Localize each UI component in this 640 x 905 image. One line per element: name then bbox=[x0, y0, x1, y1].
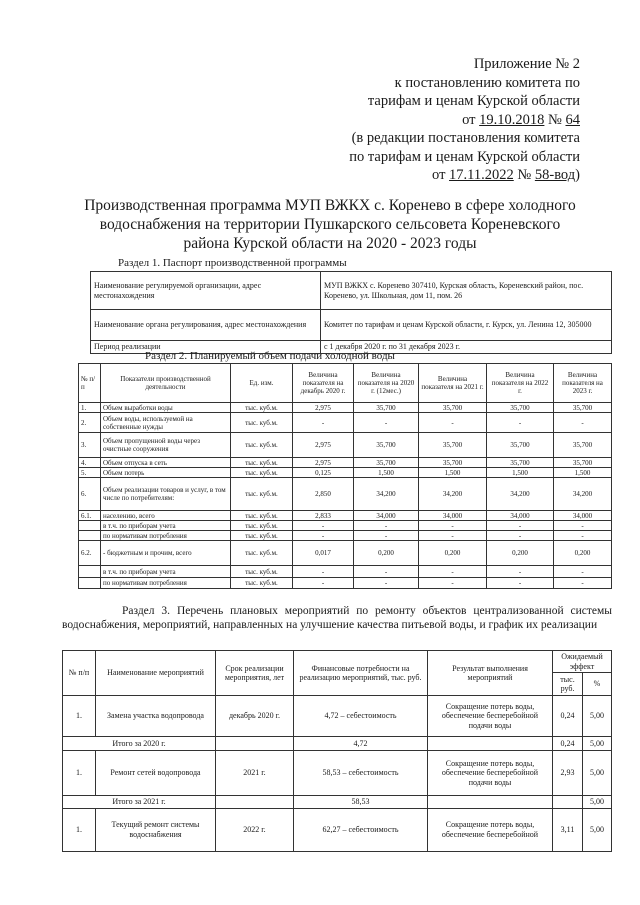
column-header: № п/п bbox=[79, 364, 101, 403]
finance: 4,72 bbox=[294, 737, 428, 751]
result: Сокращение потерь воды, обеспечение бесперебойной подачи воды bbox=[428, 751, 553, 796]
row-number: 6. bbox=[79, 478, 101, 511]
value-2023: - bbox=[554, 531, 612, 541]
value-dec-2020: - bbox=[293, 578, 354, 589]
value: с 1 декабря 2020 г. по 31 декабря 2023 г. bbox=[321, 341, 612, 354]
value-dec-2020: 0,017 bbox=[293, 541, 354, 566]
col-num: № п/п bbox=[63, 651, 96, 696]
value-2021: 0,200 bbox=[419, 541, 487, 566]
value-2023: 34,000 bbox=[554, 511, 612, 521]
effect-rub: 0,24 bbox=[553, 696, 583, 737]
column-header: Величина показателя на 2021 г. bbox=[419, 364, 487, 403]
value-2023: 1,500 bbox=[554, 468, 612, 478]
value-2021: 35,700 bbox=[419, 433, 487, 458]
value-2023: 0,200 bbox=[554, 541, 612, 566]
effect-rub bbox=[553, 796, 583, 809]
header-line: тарифам и ценам Курской области bbox=[367, 93, 580, 109]
table-row bbox=[79, 531, 612, 541]
table-row bbox=[79, 413, 612, 433]
row-number: 1. bbox=[63, 808, 96, 851]
header-row bbox=[79, 364, 612, 403]
unit: тыс. куб.м. bbox=[231, 403, 293, 413]
table-row bbox=[63, 808, 612, 851]
effect-rub: 3,11 bbox=[553, 808, 583, 851]
indicator: Объем воды, используемой на собственные нужды bbox=[101, 413, 231, 433]
finance: 58,53 bbox=[294, 796, 428, 809]
table-row bbox=[79, 521, 612, 531]
value-dec-2020: - bbox=[293, 413, 354, 433]
value-2021: 1,500 bbox=[419, 468, 487, 478]
indicator: Объем реализации товаров и услуг, в том числе по потребителям: bbox=[101, 478, 231, 511]
col-finance: Финансовые потребности на реализацию мероприятий, тыс. руб. bbox=[294, 651, 428, 696]
appendix-number: Приложение № 2 bbox=[473, 56, 580, 72]
activity-name: Ремонт сетей водопровода bbox=[96, 751, 216, 796]
unit: тыс. куб.м. bbox=[231, 468, 293, 478]
activity-name: Замена участка водопровода bbox=[96, 696, 216, 737]
document-title bbox=[70, 196, 590, 253]
value-2023: 35,700 bbox=[554, 403, 612, 413]
passport-table bbox=[90, 271, 612, 354]
value-2020: 34,000 bbox=[354, 511, 419, 521]
value-dec-2020: 2,975 bbox=[293, 433, 354, 458]
section1-title: Раздел 1. Паспорт производственной программы bbox=[118, 257, 347, 269]
value-2020: 35,700 bbox=[354, 403, 419, 413]
term: 2022 г. bbox=[216, 808, 294, 851]
value-2022: 1,500 bbox=[487, 468, 554, 478]
resolution-date: 19.10.2018 bbox=[479, 111, 545, 128]
indicator: по нормативам потребления bbox=[101, 531, 231, 541]
label: Наименование регулируемой организации, адрес местонахождения bbox=[91, 272, 321, 310]
row-number: 6.1. bbox=[79, 511, 101, 521]
water-volume-table bbox=[78, 363, 612, 589]
resolution-ref bbox=[290, 111, 580, 130]
value-2023: 35,700 bbox=[554, 433, 612, 458]
unit: тыс. куб.м. bbox=[231, 478, 293, 511]
indicator: в т.ч. по приборам учета bbox=[101, 521, 231, 531]
table-row bbox=[79, 578, 612, 589]
row-number: 6.2. bbox=[79, 541, 101, 566]
table-row bbox=[79, 566, 612, 578]
row-number: 1. bbox=[79, 403, 101, 413]
value-dec-2020: 2,850 bbox=[293, 478, 354, 511]
unit: тыс. куб.м. bbox=[231, 578, 293, 589]
row-number: 1. bbox=[63, 751, 96, 796]
value-dec-2020: - bbox=[293, 531, 354, 541]
table-row bbox=[79, 478, 612, 511]
value-2021: - bbox=[419, 413, 487, 433]
value-dec-2020: 2,975 bbox=[293, 458, 354, 468]
value-2020: 0,200 bbox=[354, 541, 419, 566]
column-header: Величина показателя на декабрь 2020 г. bbox=[293, 364, 354, 403]
result bbox=[428, 796, 553, 809]
total-row bbox=[63, 796, 612, 809]
value-2021: 34,000 bbox=[419, 511, 487, 521]
result bbox=[428, 737, 553, 751]
value-2020: - bbox=[354, 566, 419, 578]
col-rub: тыс. руб. bbox=[553, 673, 583, 696]
effect-pct: 5,00 bbox=[583, 808, 612, 851]
column-header: Величина показателя на 2020 г. (12мес.) bbox=[354, 364, 419, 403]
value-2022: 34,200 bbox=[487, 478, 554, 511]
table-row bbox=[63, 696, 612, 737]
row-number: 5. bbox=[79, 468, 101, 478]
column-header: Показатели производственной деятельности bbox=[101, 364, 231, 403]
value-2022: 0,200 bbox=[487, 541, 554, 566]
unit: тыс. куб.м. bbox=[231, 541, 293, 566]
total-row bbox=[63, 737, 612, 751]
text: от bbox=[462, 111, 480, 128]
total-label: Итого за 2020 г. bbox=[63, 737, 216, 751]
value-2020: - bbox=[354, 578, 419, 589]
value-dec-2020: 2,833 bbox=[293, 511, 354, 521]
value-2020: 35,700 bbox=[354, 433, 419, 458]
term bbox=[216, 796, 294, 809]
text: № bbox=[544, 111, 566, 128]
effect-pct: 5,00 bbox=[583, 796, 612, 809]
amendment-date: 17.11.2022 bbox=[449, 167, 514, 183]
value-2021: - bbox=[419, 578, 487, 589]
title-line: района Курской области на 2020 - 2023 годы bbox=[183, 235, 477, 252]
value-2022: 35,700 bbox=[487, 458, 554, 468]
value-2020: - bbox=[354, 521, 419, 531]
indicator: Объем выработки воды bbox=[101, 403, 231, 413]
result: Сокращение потерь воды, обеспечение бесперебойной bbox=[428, 808, 553, 851]
table-row bbox=[79, 511, 612, 521]
value-2021: 34,200 bbox=[419, 478, 487, 511]
value-2022: 34,000 bbox=[487, 511, 554, 521]
indicator: Объем отпуска в сеть bbox=[101, 458, 231, 468]
appendix-header bbox=[290, 55, 580, 185]
col-term: Срок реализации мероприятия, лет bbox=[216, 651, 294, 696]
value-2020: 34,200 bbox=[354, 478, 419, 511]
table-row bbox=[79, 468, 612, 478]
finance: 58,53 – себестоимость bbox=[294, 751, 428, 796]
value-2021: - bbox=[419, 531, 487, 541]
row-number: 1. bbox=[63, 696, 96, 737]
indicator: в т.ч. по приборам учета bbox=[101, 566, 231, 578]
row-number bbox=[79, 566, 101, 578]
activity-name: Текущий ремонт системы водоснабжения bbox=[96, 808, 216, 851]
finance: 62,27 – себестоимость bbox=[294, 808, 428, 851]
value-2020: - bbox=[354, 531, 419, 541]
indicator: по нормативам потребления bbox=[101, 578, 231, 589]
col-effect: Ожидаемый эффект bbox=[553, 651, 612, 673]
text: от bbox=[432, 167, 450, 183]
effect-rub: 0,24 bbox=[553, 737, 583, 751]
unit: тыс. куб.м. bbox=[231, 433, 293, 458]
value-2022: 35,700 bbox=[487, 403, 554, 413]
table-row bbox=[63, 751, 612, 796]
column-header: Величина показателя на 2022 г. bbox=[487, 364, 554, 403]
value-dec-2020: 0,125 bbox=[293, 468, 354, 478]
term bbox=[216, 737, 294, 751]
value-2021: 35,700 bbox=[419, 458, 487, 468]
table-row bbox=[79, 433, 612, 458]
label: Наименование органа регулирования, адрес местонахождения bbox=[91, 310, 321, 341]
row-number: 4. bbox=[79, 458, 101, 468]
row-number bbox=[79, 578, 101, 589]
value-2022: - bbox=[487, 413, 554, 433]
value-2022: - bbox=[487, 578, 554, 589]
row-number: 3. bbox=[79, 433, 101, 458]
activities-table bbox=[62, 650, 612, 852]
title-line: водоснабжения на территории Пушкарского сельсовета Кореневского bbox=[99, 216, 561, 233]
row-number bbox=[79, 531, 101, 541]
header-line: по тарифам и ценам Курской области bbox=[349, 148, 580, 165]
row-number bbox=[79, 521, 101, 531]
value-2020: - bbox=[354, 413, 419, 433]
value-2023: 35,700 bbox=[554, 458, 612, 468]
value: МУП ВЖКХ с. Коренево 307410, Курская область, Кореневский район, пос. Коренево, ул. Школьная, дом 11, пом. 26 bbox=[321, 272, 612, 310]
text: ) bbox=[575, 167, 580, 183]
column-header: Ед. изм. bbox=[231, 364, 293, 403]
effect-rub: 2,93 bbox=[553, 751, 583, 796]
col-pct: % bbox=[583, 673, 612, 696]
value-2022: - bbox=[487, 531, 554, 541]
resolution-number: 64 bbox=[565, 111, 580, 128]
value-2020: 1,500 bbox=[354, 468, 419, 478]
row-number: 2. bbox=[79, 413, 101, 433]
value-dec-2020: - bbox=[293, 566, 354, 578]
value-2021: - bbox=[419, 566, 487, 578]
value-2021: - bbox=[419, 521, 487, 531]
value-2023: - bbox=[554, 413, 612, 433]
indicator: - бюджетным и прочим, всего bbox=[101, 541, 231, 566]
indicator: Объем потерь bbox=[101, 468, 231, 478]
term: декабрь 2020 г. bbox=[216, 696, 294, 737]
value-dec-2020: - bbox=[293, 521, 354, 531]
header-line: к постановлению комитета по bbox=[394, 74, 580, 91]
value-2023: - bbox=[554, 578, 612, 589]
label: Период реализации bbox=[91, 341, 321, 354]
unit: тыс. куб.м. bbox=[231, 531, 293, 541]
column-header: Величина показателя на 2023 г. bbox=[554, 364, 612, 403]
value-2022: 35,700 bbox=[487, 433, 554, 458]
indicator: населению, всего bbox=[101, 511, 231, 521]
table-row bbox=[79, 458, 612, 468]
section2-title: Раздел 2. Планируемый объем подачи холодной воды bbox=[145, 350, 395, 362]
unit: тыс. куб.м. bbox=[231, 458, 293, 468]
value-2023: 34,200 bbox=[554, 478, 612, 511]
amendment-ref bbox=[290, 166, 580, 185]
table-row bbox=[79, 541, 612, 566]
effect-pct: 5,00 bbox=[583, 696, 612, 737]
unit: тыс. куб.м. bbox=[231, 566, 293, 578]
effect-pct: 5,00 bbox=[583, 737, 612, 751]
term: 2021 г. bbox=[216, 751, 294, 796]
col-result: Результат выполнения мероприятий bbox=[428, 651, 553, 696]
unit: тыс. куб.м. bbox=[231, 413, 293, 433]
value-2023: - bbox=[554, 521, 612, 531]
value-2023: - bbox=[554, 566, 612, 578]
section3-title: Раздел 3. Перечень плановых мероприятий по ремонту объектов централизованной системы водоснабжения, мероприятий, направленных на улучшение качества питьевой воды, и график их реализации bbox=[62, 605, 612, 631]
title-line: Производственная программа МУП ВЖКХ с. Коренево в сфере холодного bbox=[84, 197, 576, 214]
amendment-number: 58-вод bbox=[534, 167, 576, 183]
finance: 4,72 – себестоимость bbox=[294, 696, 428, 737]
indicator: Объем пропущенной воды через очистные сооружения bbox=[101, 433, 231, 458]
header-line: (в редакции постановления комитета bbox=[351, 130, 580, 146]
value-2021: 35,700 bbox=[419, 403, 487, 413]
result: Сокращение потерь воды, обеспечение бесперебойной подачи воды bbox=[428, 696, 553, 737]
effect-pct: 5,00 bbox=[583, 751, 612, 796]
text: № bbox=[513, 167, 535, 183]
unit: тыс. куб.м. bbox=[231, 511, 293, 521]
value-2022: - bbox=[487, 566, 554, 578]
value: Комитет по тарифам и ценам Курской области, г. Курск, ул. Ленина 12, 305000 bbox=[321, 310, 612, 341]
col-name: Наименование мероприятий bbox=[96, 651, 216, 696]
table-row bbox=[79, 403, 612, 413]
value-2022: - bbox=[487, 521, 554, 531]
unit: тыс. куб.м. bbox=[231, 521, 293, 531]
total-label: Итого за 2021 г. bbox=[63, 796, 216, 809]
value-dec-2020: 2,975 bbox=[293, 403, 354, 413]
value-2020: 35,700 bbox=[354, 458, 419, 468]
